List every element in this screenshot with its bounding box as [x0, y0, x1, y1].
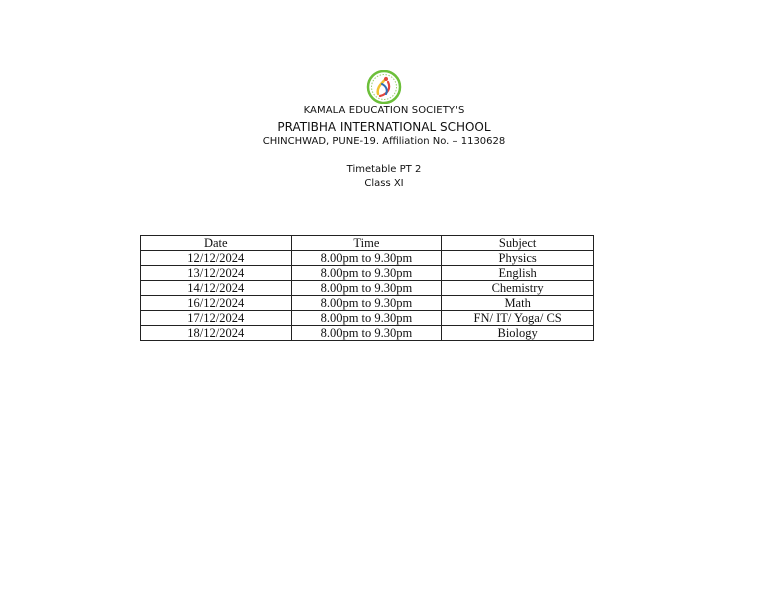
timetable-title: Timetable PT 2: [346, 164, 422, 175]
school-name: PRATIBHA INTERNATIONAL SCHOOL: [277, 120, 491, 134]
subject-cell: Biology: [442, 326, 594, 341]
timetable-table: [140, 235, 594, 341]
time-cell: 8.00pm to 9.30pm: [291, 311, 442, 326]
date-cell: 13/12/2024: [141, 266, 292, 281]
date-cell: 17/12/2024: [141, 311, 292, 326]
subject-cell: Physics: [442, 251, 594, 266]
table-row: [141, 311, 594, 326]
date-cell: 16/12/2024: [141, 296, 292, 311]
column-header-subject: Subject: [442, 236, 594, 251]
table-row: [141, 281, 594, 296]
time-cell: 8.00pm to 9.30pm: [291, 251, 442, 266]
subject-cell: Chemistry: [442, 281, 594, 296]
time-cell: 8.00pm to 9.30pm: [291, 281, 442, 296]
table-row: [141, 296, 594, 311]
date-cell: 18/12/2024: [141, 326, 292, 341]
table-header-row: [141, 236, 594, 251]
time-cell: 8.00pm to 9.30pm: [291, 326, 442, 341]
column-header-time: Time: [291, 236, 442, 251]
class-label: Class XI: [364, 178, 404, 189]
school-emblem-icon: [366, 70, 402, 104]
date-cell: 12/12/2024: [141, 251, 292, 266]
time-cell: 8.00pm to 9.30pm: [291, 266, 442, 281]
time-cell: 8.00pm to 9.30pm: [291, 296, 442, 311]
table-row: [141, 266, 594, 281]
date-cell: 14/12/2024: [141, 281, 292, 296]
subject-cell: English: [442, 266, 594, 281]
column-header-date: Date: [141, 236, 292, 251]
subject-cell: Math: [442, 296, 594, 311]
table-row: [141, 326, 594, 341]
school-address: CHINCHWAD, PUNE-19. Affiliation No. – 1130628: [262, 136, 506, 147]
society-name: KAMALA EDUCATION SOCIETY'S: [303, 105, 465, 116]
table-row: [141, 251, 594, 266]
subject-cell: FN/ IT/ Yoga/ CS: [442, 311, 594, 326]
